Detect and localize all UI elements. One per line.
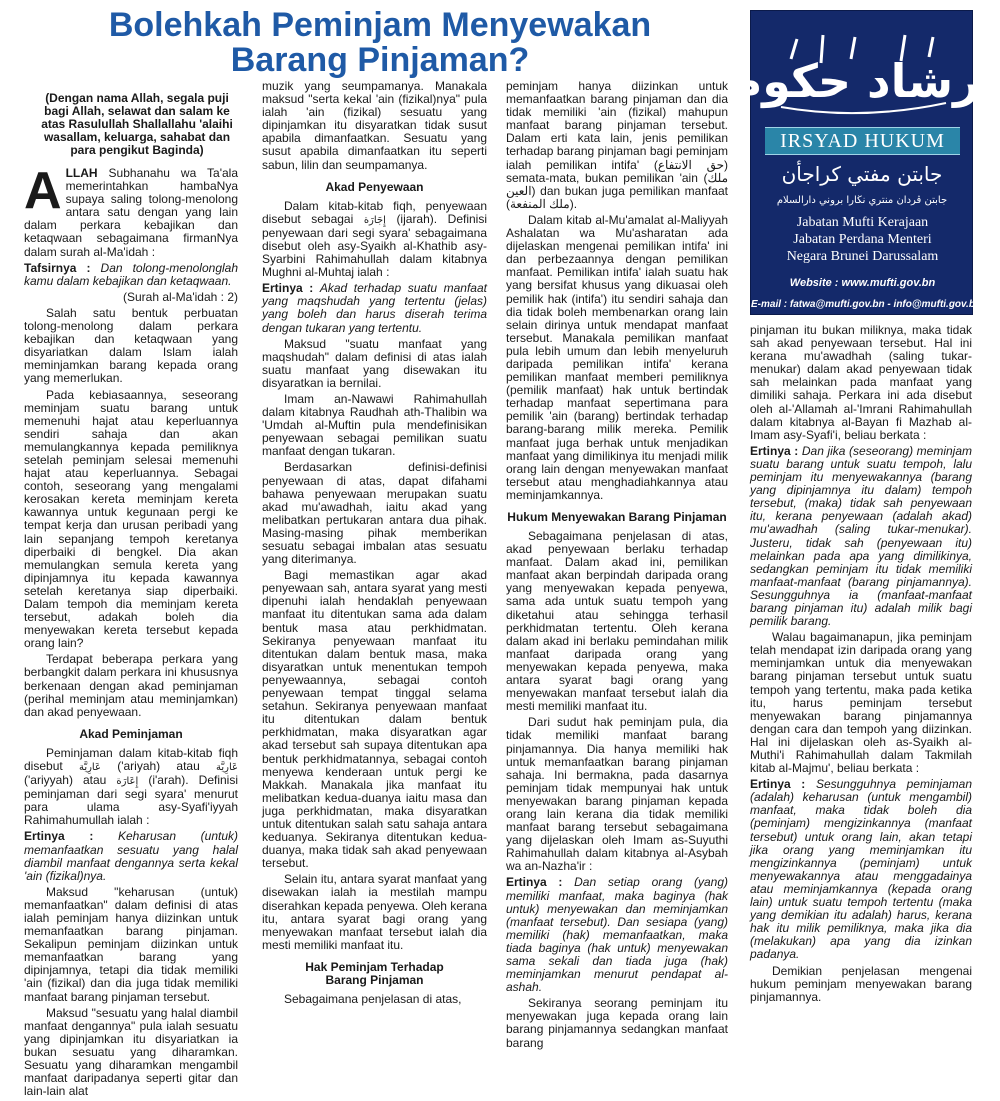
paragraph: Selain itu, antara syarat manfaat yang disewakan ialah ia mestilah mampu diserahkan kepada penyewa. Oleh kerana itu, antara syarat bagi orang yang menyewakan manfaat tersebut ialah dia mesti memiliki manfaat itu. — [262, 872, 487, 952]
paragraph: Dari sudut hak peminjam pula, dia tidak memiliki manfaat barang pinjamannya. Dia hanya memiliki hak untuk memanfaatkan barang pinjaman sahaja. Ini bermakna, pada dasarnya peminjam tidak mempunyai hak untuk menyewakan barang pinjaman kepada orang lain kerana dia tidak memiliki manfaat barang tersebut sebagaimana yang dijelaskan oleh Imam as-Suyuthi Rahimahullah dalam kitabnya al-Asybah wa an-Nazha'ir : — [506, 715, 728, 874]
tafsir-label: Tafsirnya : — [24, 260, 91, 275]
arabic-subtitle-text-2: جابتن ڤردان منتري نڬارا بروني دارالسلام — [776, 195, 948, 206]
paragraph: Sekiranya seorang peminjam itu menyewakan juga kepada orang lain barang pinjamannya sedangkan manfaat barang — [506, 996, 728, 1050]
ertinya — [750, 778, 972, 961]
paragraph: Maksud "sesuatu yang halal diambil manfaat dengannya" pula ialah sesuatu yang dipinjamkan itu disyariatkan ia bukan sesuatu yang diharamkan. Sesuatu yang diharamkan mengambil manfaat daripadanya seperti gitar dan lain-lain alat — [24, 1005, 238, 1099]
heading-line: Barang Pinjaman — [325, 972, 424, 987]
ertinya-label: Ertinya : — [24, 829, 94, 844]
paragraph: Imam an-Nawawi Rahimahullah dalam kitabnya Raudhah ath-Thalibin wa 'Umdah al-Muftin pula mendefinisikan penyewaan sebagai pemilikan suatu manfaat dengan tukaran. — [262, 391, 487, 459]
arabic-term: إِجَارَة — [363, 214, 386, 226]
arabic-term: عَارِيَّة — [216, 761, 239, 773]
ertinya — [262, 282, 487, 334]
text: ('ariyah) atau — [117, 758, 200, 773]
paragraph: Walau bagaimanapun, jika peminjam telah mendapat izin daripada orang yang meminjamkan untuk dia menyewakan barang pinjaman tersebut untuk suatu tempoh yang tertentu, maka pada ketika itu, harus peminjam tersebut menyewakan barang pinjamannya dengan cara dan tempoh yang diizinkan. Hal ini dijelaskan oleh as-Syaikh al-Muthi'i Rahimahullah dalam Takmilah kitab al-Majmu', beliau berkata : — [750, 630, 972, 776]
ertinya-text: Keharusan (untuk) memanfaatkan sesuatu yang halal diambil manfaat dengannya serta kekal 'ain (fizikal)nya. — [24, 829, 238, 883]
ertinya-text: Akad terhadap suatu manfaat yang maqshudah yang tertentu (jelas) yang boleh dan harus diserah terima dengan tukaran yang tertentu. — [262, 281, 487, 335]
text: (ijarah). Definisi penyewaan dari segi syara' sebagaimana disebut oleh asy-Syaikh al-Khathib asy-Syarbini Rahimahullah dalam kitabnya Mughni al-Muhtaj ialah : — [262, 211, 487, 280]
paragraph: Sebagaimana penjelasan di atas, akad penyewaan berlaku terhadap manfaat. Dalam akad ini, pemilikan manfaat akan berpindah daripada orang yang menyewakan kepada penyewa, sama ada untuk suatu tempoh yang diketahui atau sehingga terhasil perkhidmatan tertentu. Oleh kerana dalam akad ini berlaku pemindahan milik manfaat daripada orang yang menyewakan kepada penyewa, maka antara syarat bagi orang yang menyewakan manfaat tersebut ialah dia mesti memiliki manfaat itu. — [506, 529, 728, 714]
ertinya-label: Ertinya : — [750, 777, 806, 792]
ertinya — [24, 830, 238, 882]
text: Dalam kitab-kitab fiqh, penyewaan disebut sebagai — [262, 198, 487, 226]
column-4 — [750, 324, 972, 1007]
article-title — [20, 8, 740, 78]
heading-hukum-menyewakan: Hukum Menyewakan Barang Pinjaman — [507, 510, 727, 524]
column-2 — [262, 80, 487, 1009]
irsyad-hukum-label: IRSYAD HUKUM — [765, 127, 960, 155]
paragraph: Maksud "suatu manfaat yang maqshudah" dalam definisi di atas ialah suatu manfaat yang disewakan itu disyaratkan ia bernilai. — [262, 336, 487, 390]
paragraph: Sebagaimana penjelasan di atas, — [284, 991, 462, 1006]
tafsir — [24, 262, 238, 288]
paragraph: Berdasarkan definisi-definisi penyewaan di atas, dapat difahami bahawa penyewaan merupakan suatu akad mu'awadhah, iaitu akad yang melibatkan pertukaran antara dua pihak. Masing-masing pihak memberikan sesuatu sebagai imbalan atas sesuatu yang diterimanya. — [262, 460, 487, 567]
tafsir-reference: (Surah al-Ma'idah : 2) — [122, 289, 238, 304]
calligraphy-logo — [728, 29, 996, 124]
heading-akad-peminjaman: Akad Peminjaman — [79, 726, 183, 741]
ertinya-label: Ertinya : — [750, 443, 799, 458]
article-title-line2: Barang Pinjaman? — [230, 41, 530, 79]
dept-line-3: Negara Brunei Darussalam — [786, 249, 939, 264]
calligraphy-text: ارشاد حكوم — [728, 54, 996, 108]
article-title-line1: Bolehkah Peminjam Menyewakan — [108, 6, 652, 44]
text: ('ariyyah) atau — [24, 773, 107, 788]
text: (i'arah). Definisi peminjaman dari segi syara' menurut para ulama asy-Syafi'iyyah Rahimahumullah ialah : — [24, 773, 239, 828]
heading-line: Hak Peminjam Terhadap — [305, 959, 444, 974]
tafsir-text: Dan tolong-menolonglah kamu dalam kebajikan dan ketaqwaan. — [24, 260, 239, 288]
heading-hak-peminjam — [262, 961, 487, 987]
lead-word: LLAH — [65, 166, 98, 180]
dept-line-1: Jabatan Mufti Kerajaan — [796, 215, 929, 230]
arabic-subtitle-graphic — [761, 157, 964, 213]
paragraph: pinjaman itu bukan miliknya, maka tidak sah akad penyewaan tersebut. Hal ini kerana mu'awadhah (saling tukar-menukar) dalam akad penyewaan tidak sah melainkan pada manfaat yang dimiliki sahaja. Perkara ini ada disebut oleh al-'Allamah al-'Imrani Rahimahullah dalam kitabnya al-Bayan fi Mazhab al-Imam asy-Syafi'i, beliau berkata : — [750, 323, 972, 442]
website-text: Website : www.mufti.gov.bn — [789, 277, 936, 289]
text: Peminjaman dalam kitab-kitab fiqh disebut — [24, 745, 238, 773]
intro-text: (Dengan nama Allah, segala puji bagi Allah, selawat dan salam ke atas Rasulullah Shallallahu 'alaihi wasallam, keluarga, sahabat dan para pengikut Baginda) — [41, 91, 233, 157]
paragraph: Salah satu bentuk perbuatan tolong-menolong dalam perkara kebajikan dan ketaqwaan yang disyariatkan dalam Islam ialah meminjamkan barang kepada orang yang memerlukan. — [24, 305, 238, 386]
irsyad-hukum-banner — [728, 10, 996, 315]
department-name — [751, 214, 974, 265]
paragraph: Maksud "keharusan (untuk) memanfaatkan" dalam definisi di atas ialah peminjam hanya diizinkan untuk memanfaatkan barang pinjaman. Sekalipun peminjam diizinkan untuk memanfaatkan barang yang dipinjamnya, tetapi dia tidak memiliki 'ain (fizikal) dan dia juga tidak memiliki manfaat barang pinjaman tersebut. — [24, 884, 238, 1004]
paragraph: Pada kebiasaannya, seseorang meminjam suatu barang untuk memenuhi hajat atau keperluannya sendiri sahaja dan akan memulangkannya kepada pemiliknya setelah peminjam selesai memenuhi hajat atau keperluannya. Sebagai contoh, seseorang yang mengalami kerosakan kereta meminjam kereta kawannya untuk kegunaan pergi ke tempat kerja dan urusan peribadi yang lain sepanjang tempoh keretanya diperbaiki di bengkel. Dia akan memulangkan semula kereta yang dipinjamnya itu kepada kawannya setelah keretanya siap diperbaiki. Dalam tempoh dia meminjam kereta tersebut, adakah boleh dia menyewakan kereta tersebut kepada orang lain? — [24, 387, 238, 651]
paragraph — [24, 747, 238, 828]
ertinya-text: Sesungguhnya peminjaman (adalah) keharusan (untuk mengambil) manfaat, maka tidak boleh dia (peminjam) mengizinkannya (manfaat tersebut) untuk orang lain, akan tetapi jika orang yang meminjamkan itu mengizinkannya (peminjam) untuk menyewakannya atau menggadainya atau meminjamkannya (kepada orang lain) untuk suatu tempoh tertentu (maka yang demikian itu adalah) harus, kerana hak itu milik pemiliknya, maka jika dia (melakukan) apa yang dia izinkan padanya. — [750, 777, 972, 962]
drop-cap: A — [24, 162, 62, 220]
ertinya-text: Dan setiap orang (yang) memiliki manfaat, maka baginya (hak untuk) menyewakan dan meminjamkan (manfaat tersebut). Dan sesiapa (yang) memiliki (hak) memanfaatkan, maka tiada baginya (hak untuk) menyewakan sama sekali dan tiada juga (hak) meminjamkan menurut pendapat al-ashah. — [506, 875, 728, 995]
paragraph: Demikian penjelasan mengenai hukum peminjam menyewakan barang pinjamannya. — [750, 963, 972, 1004]
arabic-term: إِعَارَة — [116, 776, 139, 788]
ertinya — [750, 445, 972, 628]
arabic-subtitle-text: جابتن مفتي كراجأن — [781, 162, 943, 186]
paragraph: peminjam hanya diizinkan untuk memanfaatkan barang pinjaman dan dia tidak memiliki 'ain (fizikal) mahupun manfaat barang pinjaman tersebut. Dalam erti kata lain, jenis pemilikan terhadap barang pinjaman bagi peminjam ialah pemilikan intifa' (حق الانتفاع) semata-mata, bukan pemilikan 'ain (ملك العين) dan bukan juga pemilikan manfaat (ملك المنفعة). — [506, 79, 728, 211]
email-text: E-mail : fatwa@mufti.gov.bn - info@mufti.gov.bn — [751, 299, 982, 310]
ertinya-label: Ertinya : — [506, 875, 563, 890]
paragraph: Bagi memastikan agar akad penyewaan sah, antara syarat yang mesti dipenuhi ialah hendaklah penyewaan manfaat itu ditentukan sama ada dalam bentuk masa atau perkhidmatan. Sekiranya penyewaan manfaat itu ditentukan dalam bentuk masa, maka disyaratkan untuk menentukan tempoh penyewaannya, sebagai contoh penyewaan tempat tinggal selama setahun. Sekiranya penyewaan manfaat itu ditentukan dalam bentuk perkhidmatan, maka disyaratkan agar akad tersebut sah supaya ditentukan apa bentuk perkhidmatannya, sebagai contoh menyewa kenderaan untuk pergi ke Makkah. Manakala jika manfaat itu melibatkan kedua-duanya iaitu masa dan juga perkhidmatan, maka disyaratkan untuk ditentukan salah satu sahaja antara keduanya. Sekiranya ditentukan kedua-duanya, maka tidak sah akad penyewaan tersebut. — [262, 568, 487, 871]
ertinya — [506, 876, 728, 994]
ertinya-label: Ertinya : — [262, 281, 314, 296]
paragraph: Dalam kitab al-Mu'amalat al-Maliyyah Ashalatan wa Mu'asharatan ada dijelaskan mengenai pemilikan intifa' ini dan perbezaannya dengan pemilikan manfaat. Pemilikan intifa' ialah suatu hak yang bersifat khusus yang dikuasai oleh pemilik hak (intifa') itu sendiri sahaja dan dia tidak boleh membenarkan orang lain selain dirinya untuk mendapat manfaat tersebut. Manakala pemilikan manfaat pula lebih umum dan lebih menyeluruh daripada pemilikan intifa' kerana pemilikan manfaat memberi pemiliknya (pemilik manfaat) hak untuk bertindak terhadap manfaat sepertimana para pemilik 'ain (barang) bertindak terhadap barang-barang milik mereka. Pemilik manfaat juga berhak untuk menjadikan manfaat yang dimilikinya itu menjadi milik orang lain dengan menyewakan manfaat tersebut atau menghadiahkannya atau meminjamkannya. — [506, 212, 728, 502]
paragraph-text: Subhanahu wa Ta'ala memerintahkan hambaNya supaya saling tolong-menolong antara satu dengan yang lain dalam perkara kebajikan dan ketaqwaan sebagaimana firmanNya dalam surah al-Ma'idah : — [24, 166, 238, 259]
column-3 — [506, 80, 728, 1053]
ertinya-text: Dan jika (seseorang) meminjam suatu barang untuk suatu tempoh, lalu peminjam itu menyewakannya (barang yang dipinjamnya itu dalam) tempoh tersebut, (maka) tidak sah penyewaan itu, kerana penyewaan (adalah akad) mu'awadhah (saling tukar-menukar). Justeru, tidak sah (penyewaan itu) melainkan pada apa yang dimilikinya, sedangkan peminjam itu tidak memiliki manfaat-manfaat (barang pinjamannya). Sesungguhnya ia (manfaat-manfaat barang pinjaman itu) adalah milik bagi pemilik barang. — [750, 443, 972, 629]
paragraph — [24, 162, 238, 259]
paragraph: muzik yang seumpamanya. Manakala maksud "serta kekal 'ain (fizikal)nya" pula ialah 'ain (fizikal) sesuatu yang dipinjamkan itu disyaratkan tidak susut apabila dimanfaatkan. Sesuatu yang susut apabila dimanfaatkan itu seperti sabun, lilin dan seumpamanya. — [262, 79, 487, 172]
arabic-term: عَارِيَّة — [78, 761, 101, 773]
paragraph — [262, 200, 487, 280]
paragraph: Terdapat beberapa perkara yang berbangkit dalam perkara ini khususnya berkenaan dengan akad peminjaman (perihal meminjam atau meminjamkan) dan akad penyewaan. — [24, 652, 238, 719]
column-1 — [24, 92, 238, 1101]
heading-akad-penyewaan: Akad Penyewaan — [325, 179, 424, 194]
dept-line-2: Jabatan Perdana Menteri — [793, 232, 932, 247]
